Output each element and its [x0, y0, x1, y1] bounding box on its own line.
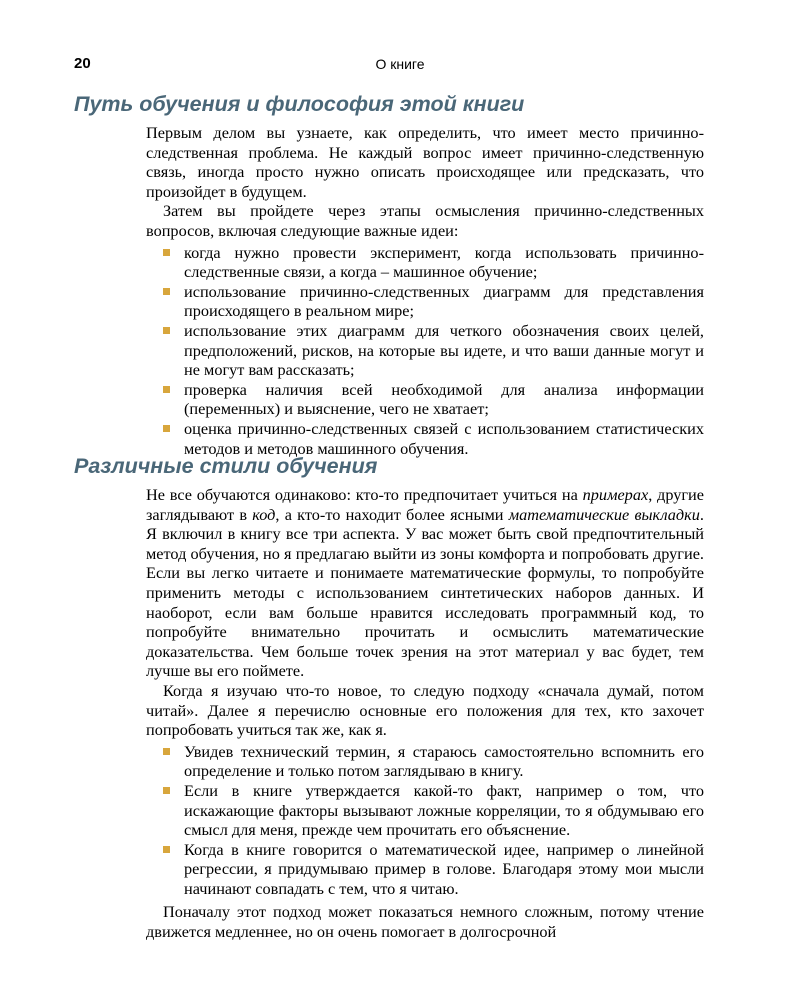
list-item — [146, 840, 704, 899]
list-item-text: использование этих диаграмм для четкого обозначения своих целей, предположений, рисков, на которые вы идете, и что ваши данные могут и не могут вам рассказать; — [184, 320, 704, 380]
list-item-text: когда нужно провести эксперимент, когда использовать причинно-следственные связи, а когда – машинное обучение; — [184, 242, 704, 282]
list-item-text: Увидев технический термин, я стараюсь самостоятельно вспомнить его определение и только потом заглядываю в книгу. — [184, 741, 704, 781]
emphasis-code: код — [252, 504, 276, 524]
list-item — [146, 243, 704, 282]
square-bullet-icon — [163, 787, 170, 794]
running-title: О книге — [375, 56, 425, 72]
page-number: 20 — [74, 55, 91, 72]
square-bullet-icon — [163, 249, 170, 256]
text-run: , другие заглядывают в — [146, 485, 705, 524]
square-bullet-icon — [163, 288, 170, 295]
square-bullet-icon — [163, 386, 170, 393]
list-item-text: Если в книге утверждается какой-то факт, например о том, что искажающие факторы вызывают ложные корреляции, то я обдумываю его смысл для меня, прежде чем прочитать его объяснение. — [184, 780, 704, 840]
bullet-list — [146, 243, 704, 459]
section-heading-learning-styles: Различные стили обучения — [74, 454, 378, 478]
text-run: Не все обучаются одинаково: кто-то предпочитает учиться на — [146, 485, 583, 504]
list-item-text: оценка причинно-следственных связей с использованием статистических методов и методов машинного обучения. — [184, 418, 704, 458]
square-bullet-icon — [163, 327, 170, 334]
paragraph: Поначалу этот подход может показаться немного сложным, потому чтение движется медленнее, но он очень помогает в долгосрочной — [146, 902, 704, 942]
list-item — [146, 781, 704, 840]
list-item-text: проверка наличия всей необходимой для анализа информации (переменных) и выяснение, чего не хватает; — [184, 379, 704, 419]
section-heading-learning-path: Путь обучения и философия этой книги — [74, 92, 525, 116]
list-item — [146, 742, 704, 781]
emphasis-examples: примерах — [582, 485, 649, 504]
paragraph: Первым делом вы узнаете, как определить, что имеет место причинно-следственная проблема. Не каждый вопрос имеет причинно-следственную связь, иногда просто нужно описать происходящее или предсказать, что произойдет в будущем. — [146, 123, 704, 201]
emphasis-math: математические выкладки — [508, 504, 700, 524]
text-run: . Я включил в книгу все три аспекта. У вас может быть свой предпочтительный метод обучения, но я предлагаю выйти из зоны комфорта и попробовать другие. Если вы легко читаете и понимаете математические формулы, то попробуйте применить методы с использованием синтетических наборов данных. И наоборот, если вам больше нравится исследовать программный код, то попробуйте внимательно прочитать и осмыслить математические доказательства. Чем больше точек зрения на этот материал у вас будет, тем лучше вы его поймете. — [146, 504, 704, 681]
list-item-text: использование причинно-следственных диаграмм для представления происходящего в реальном мире; — [184, 281, 704, 321]
paragraph: Когда я изучаю что-то новое, то следую подходу «сначала думай, потом читай». Далее я перечислю основные его положения для тех, кто захочет попробовать учиться так же, как я. — [146, 680, 704, 740]
list-item — [146, 282, 704, 321]
square-bullet-icon — [163, 846, 170, 853]
section-learning-path-body — [146, 123, 704, 462]
section-learning-styles-body — [146, 485, 704, 942]
list-item — [146, 419, 704, 458]
list-item-text: Когда в книге говорится о математической идее, например о линейной регрессии, я придумываю пример в голове. Благодаря этому мои мысли начинают совпадать с тем, что я читаю. — [184, 839, 704, 898]
bullet-list — [146, 742, 704, 899]
list-item — [146, 321, 704, 380]
page-header — [74, 55, 726, 77]
square-bullet-icon — [163, 425, 170, 432]
square-bullet-icon — [163, 748, 170, 755]
list-item — [146, 380, 704, 419]
paragraph: Затем вы пройдете через этапы осмысления причинно-следственных вопросов, включая следующие важные идеи: — [146, 201, 704, 240]
paragraph — [146, 485, 704, 681]
text-run: , а кто-то находит более ясными — [275, 504, 509, 524]
